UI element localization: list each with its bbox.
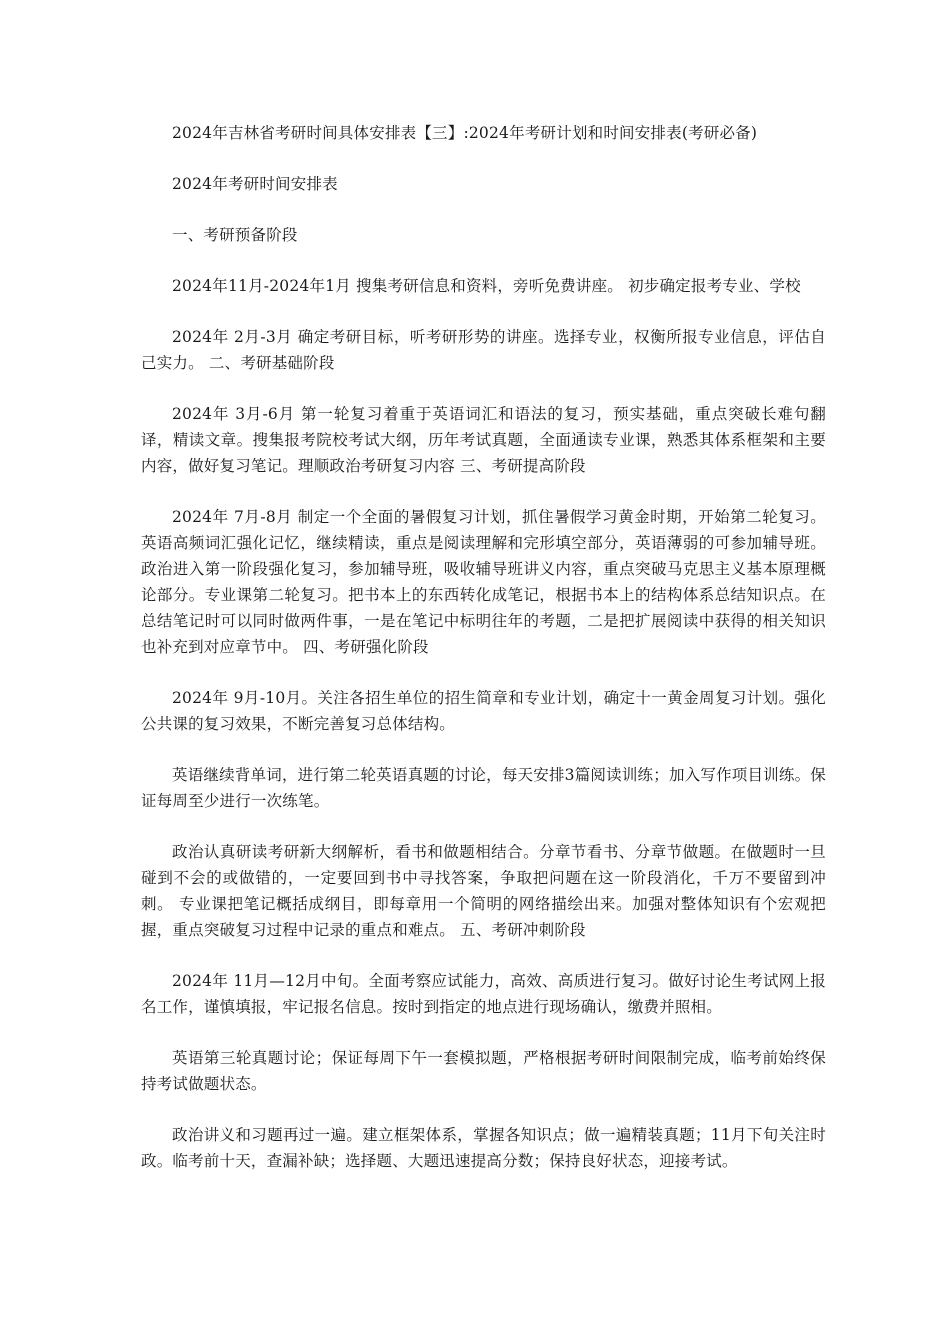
paragraph-jul-aug: 2024年 7月-8月 制定一个全面的暑假复习计划，抓住暑假学习黄金时期，开始第二轮复习。英语高频词汇强化记忆，继续精读，重点是阅读理解和完形填空部分，英语薄弱的可参加辅导班。政治进入第一阶段强化复习，参加辅导班，吸收辅导班讲义内容，重点突破马克思主义基本原理概论部分。专业课第二轮复习。把书本上的东西转化成笔记，根据书本上的结构体系总结知识点。在总结笔记时可以同时做两件事，一是在笔记中标明往年的考题，二是把扩展阅读中获得的相关知识也补充到对应章节中。 四、考研强化阶段: [141, 508, 826, 656]
paragraph-politics-strengthen: 政治认真研读考研新大纲解析，看书和做题相结合。分章节看书、分章节做题。在做题时一旦碰到不会的或做错的，一定要回到书中寻找答案，争取把问题在这一阶段消化，千万不要留到冲刺。 专业课把笔记概括成纲目，即每章用一个简明的网络描绘出来。加强对整体知识有个宏观把握，重点突破复习过程中记录的重点和难点。 五、考研冲刺阶段: [141, 843, 826, 939]
paragraph-english-sprint: 英语第三轮真题讨论；保证每周下午一套模拟题，严格根据考研时间限制完成，临考前始终保持考试做题状态。: [141, 1049, 826, 1093]
section-heading-preparation: 一、考研预备阶段: [172, 226, 298, 244]
document-title: 2024年吉林省考研时间具体安排表【三】:2024年考研计划和时间安排表(考研必备): [172, 124, 758, 142]
paragraph-english-strengthen: 英语继续背单词，进行第二轮英语真题的讨论，每天安排3篇阅读训练；加入写作项目训练。保证每周至少进行一次练笔。: [141, 766, 826, 810]
paragraph-feb-mar: 2024年 2月-3月 确定考研目标，听考研形势的讲座。选择专业，权衡所报专业信息，评估自己实力。 二、考研基础阶段: [141, 328, 826, 372]
paragraph-nov-dec: 2024年 11月—12月中旬。全面考察应试能力，高效、高质进行复习。做好讨论生考试网上报名工作，谨慎填报，牢记报名信息。按时到指定的地点进行现场确认，缴费并照相。: [141, 972, 826, 1016]
paragraph-nov-jan: 2024年11月-2024年1月 搜集考研信息和资料，旁听免费讲座。 初步确定报考专业、学校: [172, 277, 801, 295]
paragraph-politics-sprint: 政治讲义和习题再过一遍。建立框架体系，掌握各知识点；做一遍精装真题；11月下旬关注时政。临考前十天，查漏补缺；选择题、大题迅速提高分数；保持良好状态，迎接考试。: [141, 1126, 826, 1170]
document-subtitle: 2024年考研时间安排表: [172, 175, 338, 193]
document-body: [141, 120, 826, 1199]
paragraph-mar-jun: 2024年 3月-6月 第一轮复习着重于英语词汇和语法的复习，预实基础，重点突破长难句翻译，精读文章。搜集报考院校考试大纲，历年考试真题，全面通读专业课，熟悉其体系框架和主要内容，做好复习笔记。理顺政治考研复习内容 三、考研提高阶段: [141, 405, 826, 475]
paragraph-sep-oct: 2024年 9月-10月。关注各招生单位的招生简章和专业计划，确定十一黄金周复习计划。强化公共课的复习效果，不断完善复习总体结构。: [141, 689, 826, 733]
